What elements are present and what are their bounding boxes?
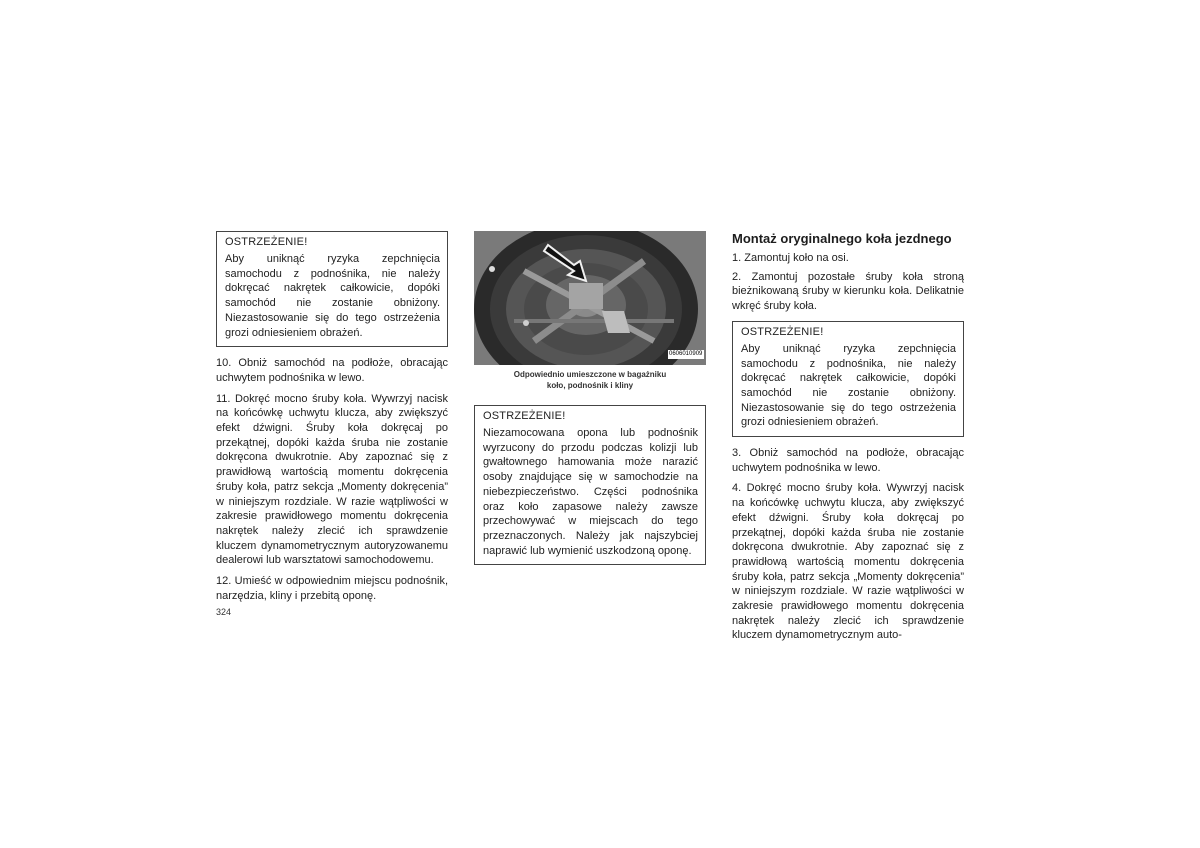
warning-text: Aby uniknąć ryzyka zepchnięcia samochodu z podnośnika, nie należy dokręcać nakrętek całkowicie, dopóki samochód nie zostanie obniżony. Niezastosowanie się do tego ostrzeżenia grozi odniesieniem obrażeń. (741, 342, 956, 429)
step-1: 1. Zamontuj koło na osi. (732, 252, 849, 264)
step-11: 11. Dokręć mocno śruby koła. Wywrzyj nacisk na końcówkę uchwytu klucza, aby zwiększyć efekt dźwigni. Śruby koła dokręcaj po przekątnej, dopóki każda śruba nie zostanie dokręcona dwukrotnie. Aby zapoznać się z prawidłową wartością momentu dokręcenia śruby koła, patrz sekcja „Momenty dokręcenia” w niniejszym rozdziale. W razie wątpliwości w zakresie prawidłowego momentu dokręcenia nakrętek należy zlecić ich sprawdzenie kluczem dynamometrycznym autoryzowanemu dealerowi lub warsztatowi samochodowemu. (216, 392, 448, 567)
step-12: 12. Umieść w odpowiednim miejscu podnośnik, narzędzia, kliny i przebitą oponę. (216, 575, 448, 602)
warning-box (216, 231, 448, 347)
step-2: 2. Zamontuj pozostałe śruby koła stroną bieżnikowaną śruby w kierunku koła. Delikatnie wkręć śruby koła. (732, 270, 964, 313)
warning-text: Niezamocowana opona lub podnośnik wyrzucony do przodu podczas kolizji lub gwałtownego hamowania może narazić osoby znajdujące się w samochodzie na niebezpieczeństwo. Części podnośnika oraz koło zapasowe należy zawsze przechowywać w miejscach do tego przeznaczonych. Należy jak najszybciej naprawić lub wymienić uszkodzoną oponę. (483, 427, 698, 557)
warning-title: OSTRZEŻENIE! (225, 236, 308, 248)
warning-box (732, 321, 964, 437)
page-number: 324 (216, 607, 232, 617)
right-column (732, 231, 964, 643)
step-10: 10. Obniż samochód na podłoże, obracając uchwytem podnośnika w lewo. (216, 357, 448, 384)
image-caption: Odpowiednio umieszczone w bagażniku koło, podnośnik i kliny (513, 370, 667, 390)
step-4: 4. Dokręć mocno śruby koła. Wywrzyj nacisk na końcówkę uchwytu klucza, aby zwiększyć efekt dźwigni. Śruby koła dokręcaj po przekątnej, dopóki każda śruba nie zostanie dokręcona dwukrotnie. Aby zapoznać się z prawidłową wartością momentu dokręcenia śruby koła, patrz sekcja „Momenty dokręcenia” w niniejszym rozdziale. W razie wątpliwości w zakresie prawidłowego momentu dokręcenia nakrętek należy zlecić ich sprawdzenie kluczem dynamometrycznym auto- (732, 482, 964, 642)
warning-title: OSTRZEŻENIE! (741, 325, 824, 338)
step-3: 3. Obniż samochód na podłoże, obracając uchwytem podnośnika w lewo. (732, 447, 964, 474)
section-heading: Montaż oryginalnego koła jezdnego (732, 231, 952, 246)
spare-wheel-photo (474, 231, 706, 365)
middle-column (474, 231, 706, 565)
warning-title: OSTRZEŻENIE! (483, 410, 566, 422)
warning-text: Aby uniknąć ryzyka zepchnięcia samochodu z podnośnika, nie należy dokręcać nakrętek całkowicie, dopóki samochód nie zostanie obniżony. Niezastosowanie się do tego ostrzeżenia grozi odniesieniem obrażeń. (225, 253, 440, 339)
image-code: 0606010909 (669, 351, 703, 357)
spare-wheel-illustration (474, 231, 706, 365)
left-column (216, 231, 448, 603)
warning-box (474, 405, 706, 565)
